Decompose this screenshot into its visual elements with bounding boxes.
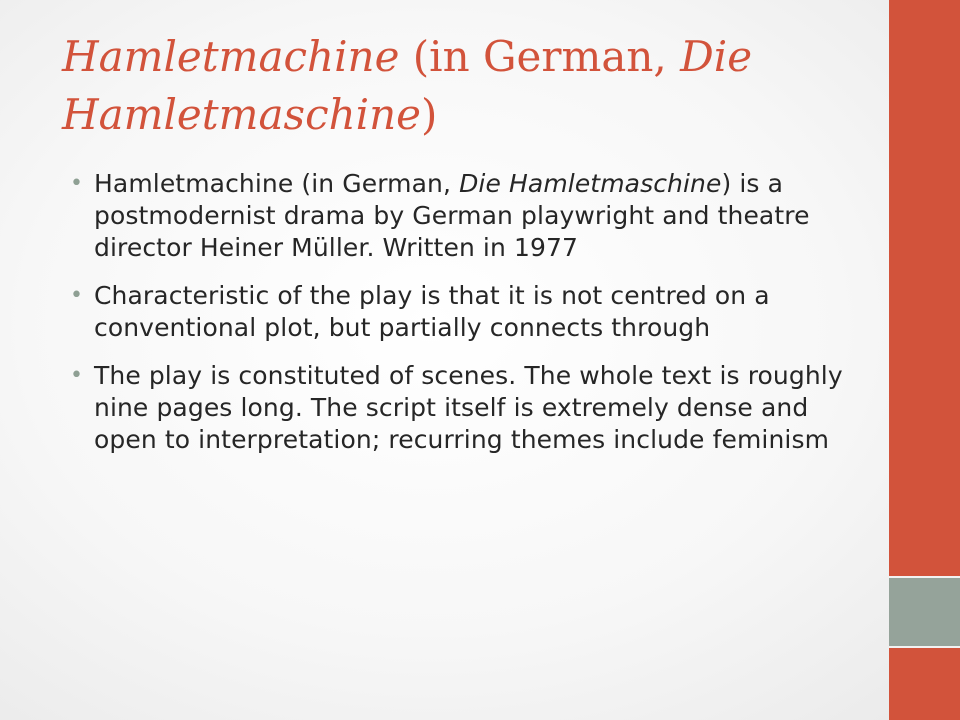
bullet-text: Characteristic of the play is that it is not centred on a conventional plot, but partially connects through [94, 281, 770, 342]
accent-bar-bottom [889, 647, 960, 720]
bar-divider [889, 576, 960, 578]
bullet-item [70, 280, 850, 344]
bullet-item [70, 168, 850, 264]
title-plain-part: (in German, [399, 32, 681, 81]
bullet-icon: • [70, 283, 84, 308]
title-plain-part: ) [421, 90, 438, 139]
title-italic-part: Die Hamletmaschine [62, 32, 753, 139]
bar-divider [889, 646, 960, 648]
accent-bar-middle [889, 577, 960, 647]
title-italic-part: Hamletmachine [62, 32, 400, 81]
slide-title [62, 28, 872, 144]
bullet-text: The play is constituted of scenes. The whole text is roughly nine pages long. The script itself is extremely dense and open to interpretation; recurring themes include feminism [94, 361, 843, 454]
bullet-list [70, 168, 850, 472]
bullet-icon: • [70, 363, 84, 388]
accent-bar-top [889, 0, 960, 577]
bullet-text: ) is a postmodernist drama by German playwright and theatre director Heiner Müller. Written in 1977 [94, 169, 810, 262]
bullet-text-italic: Die Hamletmaschine [459, 169, 722, 198]
bullet-icon: • [70, 171, 84, 196]
bullet-item [70, 360, 850, 456]
bullet-text: Hamletmachine (in German, [94, 169, 460, 198]
